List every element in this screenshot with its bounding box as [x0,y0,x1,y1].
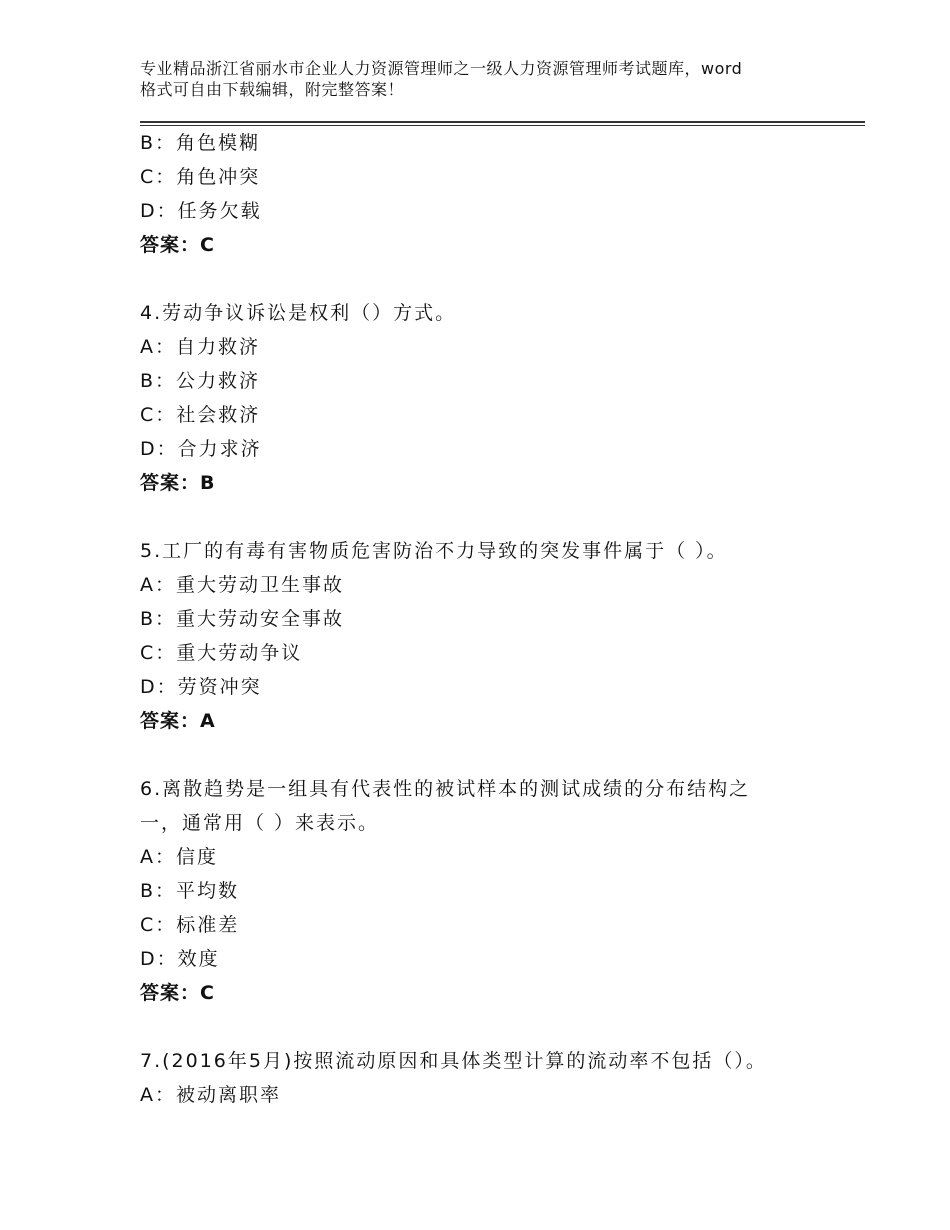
q3-answer: 答案：C [140,234,215,256]
q7-option-a: A：被动离职率 [140,1084,281,1106]
q6-option-a: A：信度 [140,846,218,868]
header-line-2: 格式可自由下载编辑，附完整答案！ [140,80,405,99]
document-header [140,58,830,100]
q6-answer: 答案：C [140,982,215,1004]
spacer [140,262,840,296]
q5-option-c: C：重大劳动争议 [140,642,303,664]
q4-stem: 4.劳动争议诉讼是权利（）方式。 [140,302,457,324]
q4-option-b: B：公力救济 [140,370,261,392]
q6-stem-line-2: 一，通常用（ ）来表示。 [140,812,380,834]
question-list [140,126,840,1112]
header-line-1: 专业精品浙江省丽水市企业人力资源管理师之一级人力资源管理师考试题库，word [140,59,743,78]
q4-answer: 答案：B [140,472,216,494]
q4-option-a: A：自力救济 [140,336,260,358]
q5-option-d: D：劳资冲突 [140,676,262,698]
spacer [140,500,840,534]
q6-option-c: C：标准差 [140,914,240,936]
spacer [140,1010,840,1044]
q3-option-b: B：角色模糊 [140,132,261,154]
q5-option-b: B：重大劳动安全事故 [140,608,345,630]
spacer [140,738,840,772]
header-rule-top [140,121,865,123]
q6-stem-line-1: 6.离散趋势是一组具有代表性的被试样本的测试成绩的分布结构之 [140,778,751,800]
q4-option-c: C：社会救济 [140,404,261,426]
q6-option-b: B：平均数 [140,880,240,902]
q7-stem: 7.(2016年5月)按照流动原因和具体类型计算的流动率不包括（）。 [140,1050,767,1072]
q5-stem: 5.工厂的有毒有害物质危害防治不力导致的突发事件属于（ ）。 [140,540,728,562]
q3-option-d: D：任务欠载 [140,200,262,222]
q3-option-c: C：角色冲突 [140,166,261,188]
q6-option-d: D：效度 [140,948,220,970]
q5-answer: 答案：A [140,710,216,732]
q4-option-d: D：合力求济 [140,438,262,460]
q5-option-a: A：重大劳动卫生事故 [140,574,344,596]
